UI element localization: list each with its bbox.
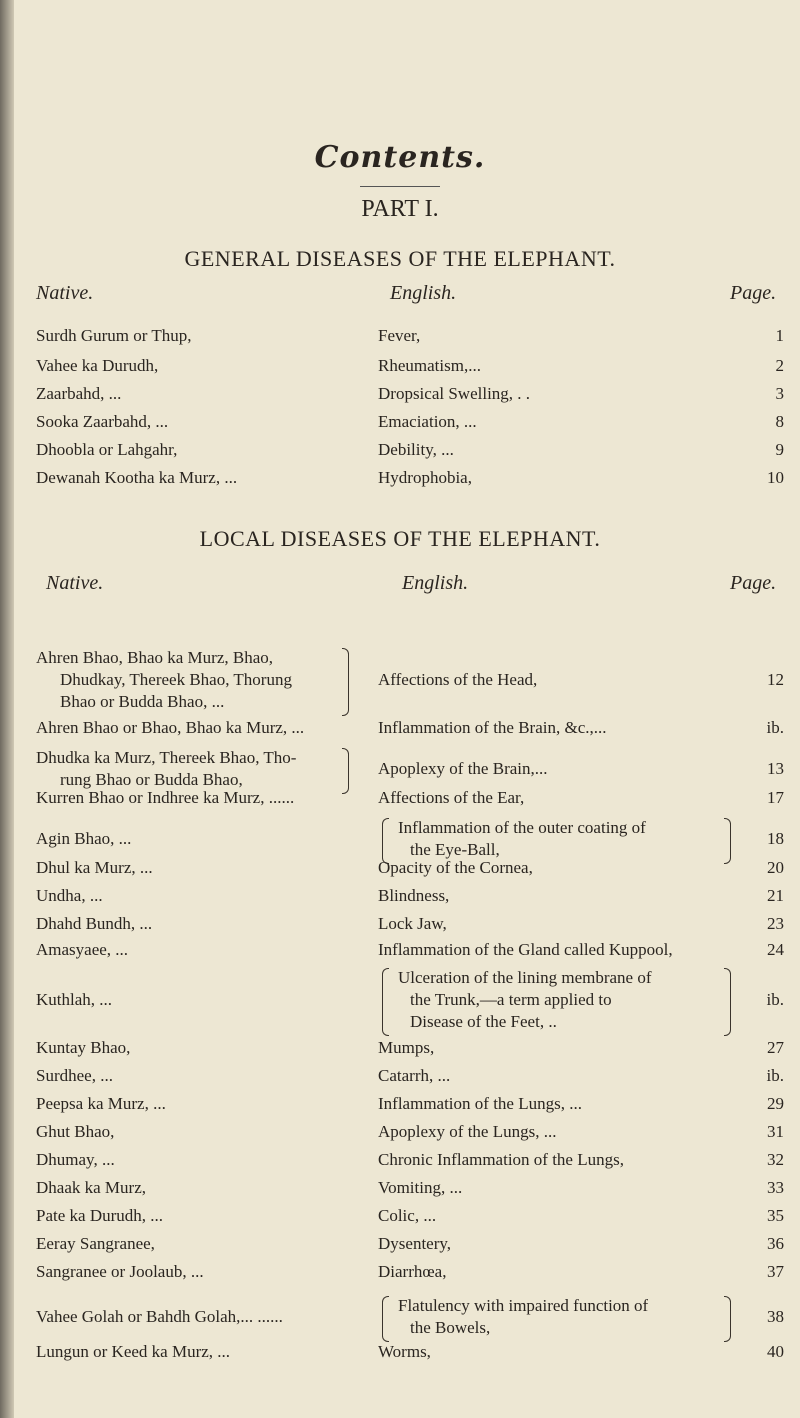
english-term-line: Colic, ...: [378, 1206, 437, 1225]
brace-left-icon: [382, 1296, 389, 1342]
toc-row: [0, 1066, 800, 1088]
toc-row: [0, 1178, 800, 1200]
toc-row: [0, 648, 800, 714]
page-number: 20: [767, 858, 784, 877]
page-number: 17: [767, 788, 784, 807]
native-term-line: Dhahd Bundh, ...: [36, 914, 153, 933]
native-term-line: Dhul ka Murz, ...: [36, 858, 153, 877]
page-number: 29: [767, 1094, 784, 1113]
english-term-line: Dysentery,: [378, 1234, 452, 1253]
toc-row: [0, 1094, 800, 1116]
toc-row: [0, 968, 800, 1034]
english-term-line: Apoplexy of the Brain,...: [378, 759, 548, 778]
native-term: Surdh Gurum or Thup,: [36, 326, 192, 345]
english-term-line: Lock Jaw,: [378, 914, 447, 933]
toc-row: [0, 1262, 800, 1284]
english-term: Rheumatism,...: [378, 356, 481, 375]
page-number: 36: [767, 1234, 784, 1253]
toc-row: [0, 1296, 800, 1340]
english-term-line: Chronic Inflammation of the Lungs,: [378, 1150, 624, 1169]
section-title-local: LOCAL DISEASES OF THE ELEPHANT.: [199, 526, 601, 551]
english-term-line: Flatulency with impaired function of: [398, 1296, 649, 1315]
brace-right-icon: [724, 968, 731, 1036]
english-term: Dropsical Swelling, . .: [378, 384, 531, 403]
english-term-line: Inflammation of the outer coating of: [398, 818, 646, 837]
page-title: Contents.: [314, 140, 486, 175]
page-number: 18: [767, 829, 784, 848]
english-term-line: Affections of the Ear,: [378, 788, 525, 807]
toc-row: [0, 818, 800, 862]
page-number: 8: [775, 412, 784, 431]
english-term-line: Worms,: [378, 1342, 431, 1361]
native-term-line: Bhao or Budda Bhao, ...: [60, 692, 225, 711]
english-term-line: Opacity of the Cornea,: [378, 858, 533, 877]
native-term-line: Surdhee, ...: [36, 1066, 113, 1085]
column-header-page: Page.: [730, 282, 777, 304]
english-term-line: Inflammation of the Brain, &c.,...: [378, 718, 607, 737]
english-term: Fever,: [378, 326, 421, 345]
english-term: Debility, ...: [378, 440, 454, 459]
english-term-line: Diarrhœa,: [378, 1262, 447, 1281]
page-number: 21: [767, 886, 784, 905]
toc-row: [0, 718, 800, 740]
toc-row: [0, 1038, 800, 1060]
english-term-line: the Trunk,—a term applied to: [410, 990, 612, 1009]
page-number: 40: [767, 1342, 784, 1361]
page-number: ib.: [766, 1066, 784, 1085]
section-title-general: GENERAL DISEASES OF THE ELEPHANT.: [184, 246, 616, 271]
english-term-line: Blindness,: [378, 886, 450, 905]
column-header-english: English.: [402, 572, 469, 594]
page-number: 23: [767, 914, 784, 933]
page-number: 2: [775, 356, 784, 375]
english-term: Emaciation, ...: [378, 412, 477, 431]
english-term-line: Affections of the Head,: [378, 670, 538, 689]
page-number: ib.: [766, 718, 784, 737]
page-number: 35: [767, 1206, 784, 1225]
english-term-line: the Eye-Ball,: [410, 840, 500, 859]
page-number: 12: [767, 670, 784, 689]
toc-row: [0, 858, 800, 880]
toc-row: [0, 1234, 800, 1256]
native-term-line: Dhudkay, Thereek Bhao, Thorung: [60, 670, 292, 689]
page-number: 33: [767, 1178, 784, 1197]
toc-row: [0, 940, 800, 962]
toc-row: [0, 788, 800, 810]
native-term-line: Dhudka ka Murz, Thereek Bhao, Tho-: [36, 748, 297, 767]
native-term: Dhoobla or Lahgahr,: [36, 440, 178, 459]
native-term-line: Ahren Bhao, Bhao ka Murz, Bhao,: [36, 648, 274, 667]
native-term-line: Ahren Bhao or Bhao, Bhao ka Murz, ...: [36, 718, 305, 737]
native-term-line: Amasyaee, ...: [36, 940, 129, 959]
brace-left-icon: [382, 968, 389, 1036]
part-heading: PART I.: [361, 196, 439, 222]
page-number: 3: [775, 384, 784, 403]
column-header-native: Native.: [46, 572, 104, 594]
native-term-line: Eeray Sangranee,: [36, 1234, 155, 1253]
native-term-line: Ghut Bhao,: [36, 1122, 115, 1141]
native-term-line: Dhaak ka Murz,: [36, 1178, 146, 1197]
column-header-page: Page.: [730, 572, 777, 594]
title-divider: [360, 186, 440, 187]
english-term-line: Vomiting, ...: [378, 1178, 463, 1197]
english-term-line: Ulceration of the lining membrane of: [398, 968, 652, 987]
english-term-line: Apoplexy of the Lungs, ...: [378, 1122, 557, 1141]
native-term-line: Agin Bhao, ...: [36, 829, 132, 848]
toc-row: [0, 1122, 800, 1144]
page-number: 37: [767, 1262, 784, 1281]
toc-row: [0, 914, 800, 936]
column-header-english: English.: [390, 282, 457, 304]
native-term-line: Peepsa ka Murz, ...: [36, 1094, 166, 1113]
native-term: Dewanah Kootha ka Murz, ...: [36, 468, 238, 487]
english-term-line: Mumps,: [378, 1038, 435, 1057]
native-term-line: Lungun or Keed ka Murz, ...: [36, 1342, 231, 1361]
page-number: 27: [767, 1038, 784, 1057]
toc-row: [0, 886, 800, 908]
native-term-line: Kurren Bhao or Indhree ka Murz, ......: [36, 788, 295, 807]
english-term-line: Catarrh, ...: [378, 1066, 451, 1085]
native-term-line: Dhumay, ...: [36, 1150, 115, 1169]
english-term-line: Inflammation of the Gland called Kuppool,: [378, 940, 673, 959]
brace-right-icon: [724, 1296, 731, 1342]
toc-row: [0, 1342, 800, 1364]
native-term: Sooka Zaarbahd, ...: [36, 412, 169, 431]
native-term: Vahee ka Durudh,: [36, 356, 159, 375]
brace-right-icon: [342, 648, 349, 716]
page-number: 38: [767, 1307, 784, 1326]
column-header-native: Native.: [36, 282, 94, 304]
native-term-line: Kuntay Bhao,: [36, 1038, 131, 1057]
native-term-line: Kuthlah, ...: [36, 990, 113, 1009]
toc-row: [0, 1206, 800, 1228]
native-term-line: Undha, ...: [36, 886, 103, 905]
page-number: 32: [767, 1150, 784, 1169]
page-number: 10: [767, 468, 784, 487]
page-number: ib.: [766, 990, 784, 1009]
english-term: Hydrophobia,: [378, 468, 472, 487]
page-number: 24: [767, 940, 784, 959]
toc-row: [0, 1150, 800, 1172]
native-term: Zaarbahd, ...: [36, 384, 122, 403]
native-term-line: Vahee Golah or Bahdh Golah,... ......: [36, 1307, 283, 1326]
toc-row: [0, 748, 800, 792]
native-term-line: Sangranee or Joolaub, ...: [36, 1262, 204, 1281]
native-term-line: Pate ka Durudh, ...: [36, 1206, 164, 1225]
english-term-line: Inflammation of the Lungs, ...: [378, 1094, 582, 1113]
english-term-line: Disease of the Feet, ..: [410, 1012, 557, 1031]
native-term-line: rung Bhao or Budda Bhao,: [60, 770, 243, 789]
page-number: 1: [775, 326, 784, 345]
page-number: 31: [767, 1122, 784, 1141]
page-number: 9: [775, 440, 784, 459]
page-number: 13: [767, 759, 784, 778]
english-term-line: the Bowels,: [410, 1318, 491, 1337]
